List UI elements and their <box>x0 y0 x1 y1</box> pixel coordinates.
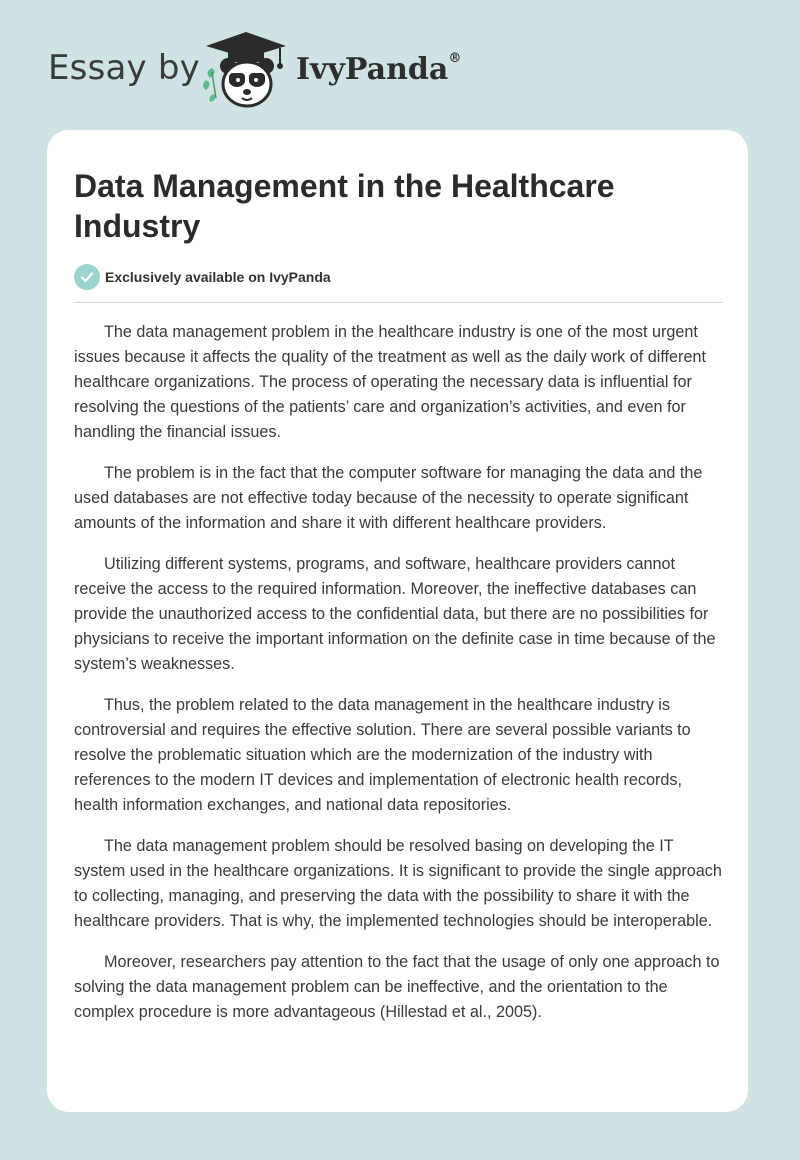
checkmark-icon <box>74 264 100 290</box>
paragraph: Thus, the problem related to the data management in the healthcare industry is controversial and requires the effective solution. There are several possible variants to resolve the problematic situation which are the modernization of the industry with references to the modern IT devices and implementation of electronic health records, health information exchanges, and national data repositories. <box>74 696 691 814</box>
trademark-symbol: ® <box>448 51 462 66</box>
brand-name[interactable] <box>296 52 461 87</box>
divider <box>74 302 723 303</box>
essay-title: Data Management in the Healthcare Industry <box>74 168 615 244</box>
site-header <box>0 0 800 120</box>
essay-card <box>47 130 748 1112</box>
ivy-leaf-icon <box>203 68 216 102</box>
paragraph: The problem is in the fact that the computer software for managing the data and the used databases are not effective today because of the necessity to operate significant amounts of the information and share it with different healthcare providers. <box>74 464 703 532</box>
essay-by-label: Essay by <box>48 48 200 88</box>
essay-body <box>74 320 723 1041</box>
panda-graduate-icon[interactable] <box>200 28 290 110</box>
exclusive-badge-label: Exclusively available on IvyPanda <box>105 269 331 285</box>
paragraph: Moreover, researchers pay attention to the fact that the usage of only one approach to solving the data management problem can be ineffective, and the orientation to the complex procedure is more advantageous (Hillestad et al., 2005). <box>74 953 720 1021</box>
exclusive-badge <box>74 264 331 290</box>
brand-name-text: IvyPanda <box>296 52 449 87</box>
paragraph: The data management problem should be resolved basing on developing the IT system used in the healthcare organizations. It is significant to provide the single approach to collecting, managing, and preserving the data with the possibility to share it with the healthcare providers. That is why, the implemented technologies should be interoperable. <box>74 837 722 930</box>
paragraph: Utilizing different systems, programs, and software, healthcare providers cannot receive the access to the required information. Moreover, the ineffective databases can provide the unauthorized access to the confidential data, but there are no possibilities for physicians to receive the important information on the definite case in time because of the system’s weaknesses. <box>74 555 716 673</box>
paragraph: The data management problem in the healthcare industry is one of the most urgent issues because it affects the quality of the treatment as well as the daily work of different healthcare organizations. The process of operating the necessary data is influential for resolving the questions of the patients’ care and organization’s activities, and even for handling the financial issues. <box>74 323 706 441</box>
